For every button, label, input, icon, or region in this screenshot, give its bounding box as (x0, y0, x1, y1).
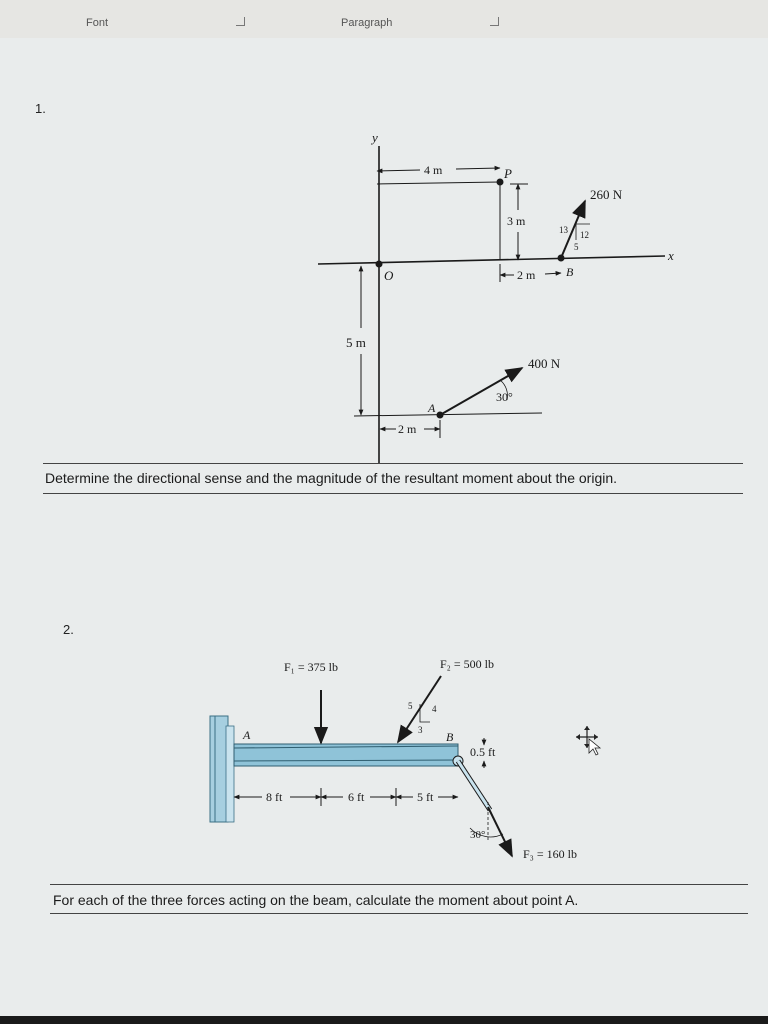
prompt-1-top-rule (43, 463, 743, 464)
prompt-2-top-rule (50, 884, 748, 885)
origin-label: O (384, 268, 394, 283)
force-400-label: 400 N (528, 356, 561, 371)
problem-2-diagram (0, 650, 768, 890)
dim-05ft: 0.5 ft (470, 745, 496, 759)
slope-3-p2: 3 (418, 725, 423, 735)
y-axis-label: y (372, 130, 378, 145)
font-dialog-launcher-icon[interactable] (236, 17, 245, 26)
point-a-label: A (428, 401, 436, 415)
ribbon (0, 0, 768, 39)
dim-3m: 3 m (507, 214, 526, 228)
slope-5-p2: 5 (408, 701, 413, 711)
prompt-2-bottom-rule (50, 913, 748, 914)
force-f3-arrow (488, 807, 512, 856)
point-b-label: B (566, 265, 574, 279)
question-1-prompt: Determine the directional sense and the magnitude of the resultant moment about the origin. (45, 470, 618, 486)
taskbar (0, 1016, 768, 1024)
paragraph-dialog-launcher-icon[interactable] (490, 17, 499, 26)
dim-6ft: 6 ft (348, 790, 365, 804)
wall (210, 716, 228, 822)
font-group-label: Font (86, 17, 109, 29)
angle-30-p2: 30° (470, 829, 486, 841)
dim-5m: 5 m (346, 335, 366, 350)
question-2-prompt: For each of the three forces acting on the beam, calculate the moment about point A. (53, 892, 579, 908)
slope-5: 5 (574, 242, 579, 252)
move-cursor-icon (576, 726, 600, 755)
dim-5ft: 5 ft (417, 790, 434, 804)
document-page[interactable] (0, 38, 768, 1016)
slope-12: 12 (580, 230, 589, 240)
force-f1-label: F₁ = 375 lb (284, 660, 338, 674)
dim-2m-a: 2 m (398, 422, 417, 436)
prompt-1-bottom-rule (43, 493, 743, 494)
force-260-label: 260 N (590, 187, 623, 202)
point-p-label: P (504, 166, 512, 181)
question-2-number: 2. (63, 622, 74, 637)
dim-8ft: 8 ft (266, 790, 283, 804)
dim-4m: 4 m (424, 163, 443, 177)
problem-1-diagram (0, 83, 768, 503)
x-axis-label: x (668, 248, 674, 263)
dim-2m-b: 2 m (517, 268, 536, 282)
angle-30-p1: 30° (496, 390, 513, 404)
force-f2-label: F₂ = 500 lb (440, 657, 494, 671)
slope-13: 13 (559, 225, 568, 235)
point-b-label-2: B (446, 730, 454, 744)
force-f3-label: F₃ = 160 lb (523, 847, 577, 861)
point-a-label-2: A (243, 728, 251, 742)
slope-4-p2: 4 (432, 704, 437, 714)
question-1-number: 1. (35, 101, 46, 116)
origin-point (376, 261, 383, 268)
x-axis (318, 256, 665, 264)
paragraph-group-label: Paragraph (341, 17, 393, 29)
